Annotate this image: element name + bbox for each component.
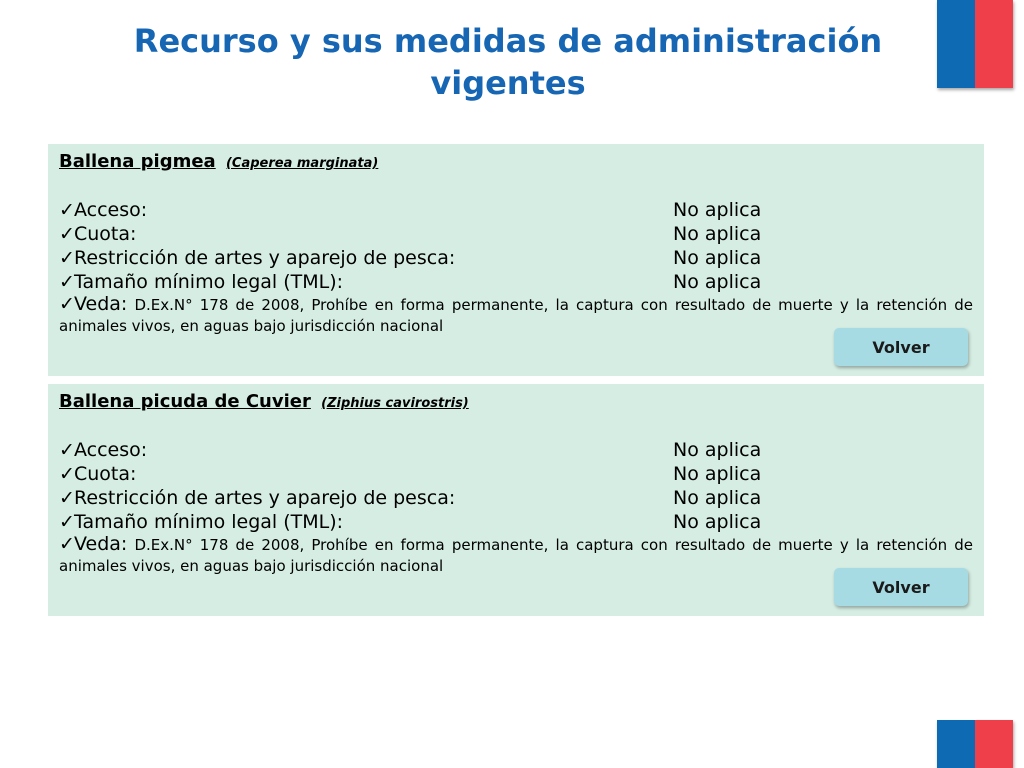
measures-list (59, 198, 973, 337)
volver-button[interactable]: Volver (834, 328, 968, 366)
volver-button[interactable]: Volver (834, 568, 968, 606)
measure-row-cuota (59, 462, 973, 486)
check-icon: ✓ (59, 439, 75, 461)
check-icon: ✓ (59, 533, 75, 555)
flag-red-band (975, 0, 1013, 88)
measure-row-restriccion (59, 246, 973, 270)
flag-red-band (975, 720, 1013, 768)
measure-value: No aplica (673, 511, 762, 533)
measures-list (59, 438, 973, 577)
veda-text: D.Ex.N° 178 de 2008, Prohíbe en forma permanente, la captura con resultado de muerte y la retención de animales vivos, en aguas bajo jurisdicción nacional (59, 296, 973, 335)
measure-label: Acceso: (74, 199, 148, 221)
measure-row-cuota (59, 222, 973, 246)
species-heading (59, 150, 973, 174)
flag-blue-band (937, 720, 975, 768)
check-icon: ✓ (59, 223, 75, 245)
measure-row-tml (59, 510, 973, 534)
measure-value: No aplica (673, 247, 762, 269)
check-icon: ✓ (59, 511, 75, 533)
species-heading (59, 390, 973, 414)
flag-blue-band (937, 0, 975, 88)
measure-label: Restricción de artes y aparejo de pesca: (74, 487, 456, 509)
veda-text: D.Ex.N° 178 de 2008, Prohíbe en forma permanente, la captura con resultado de muerte y la retención de animales vivos, en aguas bajo jurisdicción nacional (59, 536, 973, 575)
measure-value: No aplica (673, 199, 762, 221)
species-scientific-name: (Ziphius cavirostris) (321, 396, 469, 411)
measure-label: Acceso: (74, 439, 148, 461)
measure-row-tml (59, 270, 973, 294)
check-icon: ✓ (59, 293, 75, 315)
measure-value: No aplica (673, 463, 762, 485)
measure-label: Tamaño mínimo legal (TML): (74, 271, 344, 293)
measure-label: Restricción de artes y aparejo de pesca: (74, 247, 456, 269)
measure-value: No aplica (673, 271, 762, 293)
measure-label: Cuota: (74, 463, 137, 485)
measure-row-acceso (59, 438, 973, 462)
measure-value: No aplica (673, 487, 762, 509)
veda-label: Veda: (74, 533, 128, 555)
resource-card-ballena-picuda-cuvier (48, 384, 984, 616)
resource-card-ballena-pigmea (48, 144, 984, 376)
species-scientific-name: (Caperea marginata) (225, 156, 379, 171)
check-icon: ✓ (59, 487, 75, 509)
measure-label: Cuota: (74, 223, 137, 245)
measure-value: No aplica (673, 223, 762, 245)
species-common-name: Ballena pigmea (59, 151, 216, 172)
measure-value: No aplica (673, 439, 762, 461)
page-title: Recurso y sus medidas de administración vigentes (133, 22, 883, 102)
species-common-name: Ballena picuda de Cuvier (59, 391, 311, 412)
measure-label: Tamaño mínimo legal (TML): (74, 511, 344, 533)
measure-row-acceso (59, 198, 973, 222)
veda-label: Veda: (74, 293, 128, 315)
measure-row-restriccion (59, 486, 973, 510)
chile-flag-logo-bottom (937, 720, 1013, 768)
check-icon: ✓ (59, 463, 75, 485)
check-icon: ✓ (59, 247, 75, 269)
check-icon: ✓ (59, 199, 75, 221)
chile-flag-logo-top (937, 0, 1013, 88)
check-icon: ✓ (59, 271, 75, 293)
